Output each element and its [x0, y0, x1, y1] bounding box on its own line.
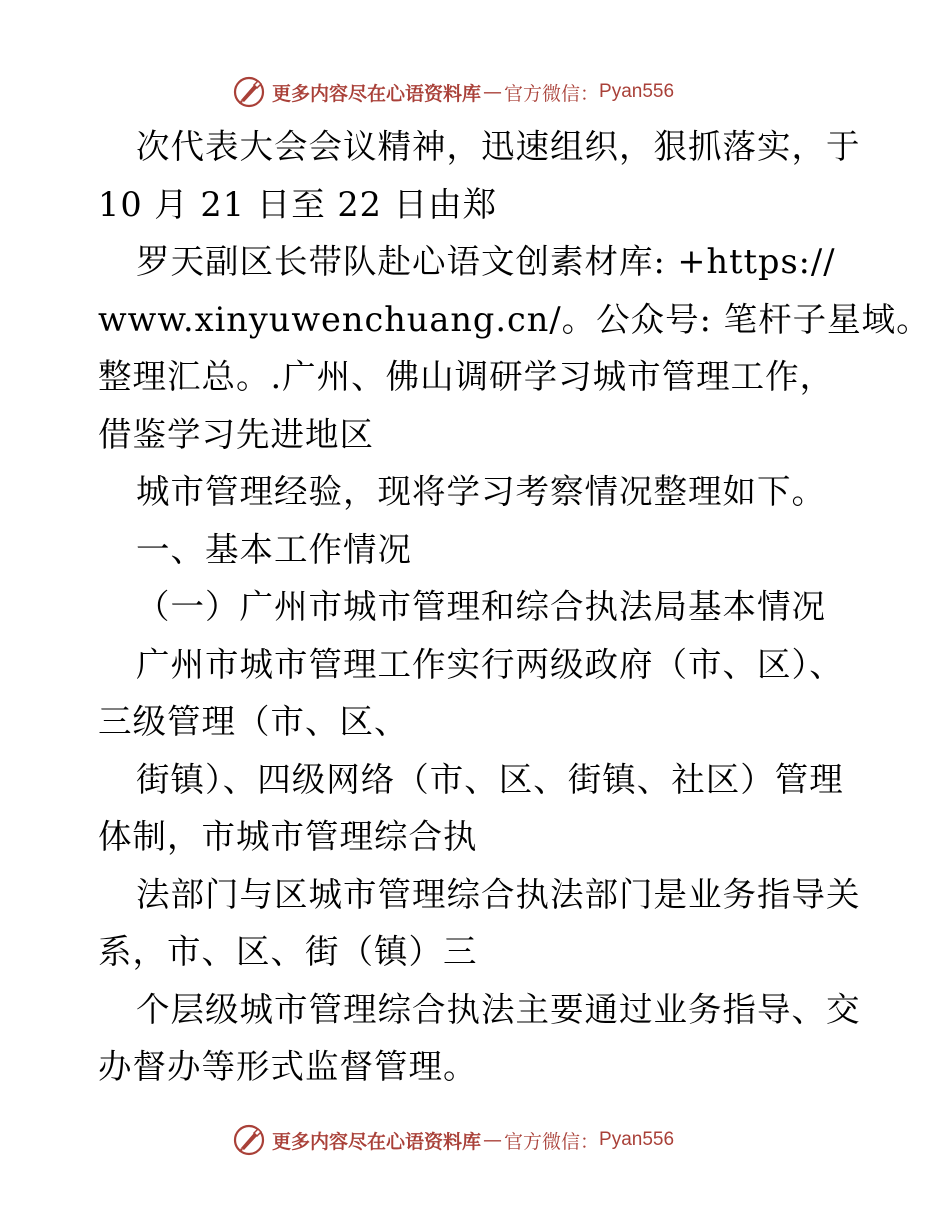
footer-watermark [0, 1120, 950, 1160]
section-heading: 一、基本工作情况 [136, 529, 412, 569]
text-line: 10 月 21 日至 22 日由郑 [98, 184, 498, 224]
watermark-wechat-id: Pyan556 [599, 81, 675, 102]
text-line: 法部门与区城市管理综合执法部门是业务指导关 [136, 874, 861, 914]
header-watermark [0, 72, 950, 112]
watermark-separator: — [483, 1129, 503, 1151]
watermark-brand: 更多内容尽在心语资料库 [272, 1130, 482, 1153]
watermark-wechat-id: Pyan556 [599, 1129, 675, 1150]
text-line: 办督办等形式监督管理。 [98, 1047, 478, 1086]
text-line: 城市管理经验，现将学习考察情况整理如下。 [136, 472, 826, 511]
pen-logo-icon [232, 75, 266, 109]
text-line: 三级管理（市、区、 [98, 702, 409, 741]
text-line: 罗天副区长带队赴心语文创素材库: +https:// [136, 242, 836, 281]
text-line: 体制，市城市管理综合执 [98, 817, 478, 856]
text-line: www.xinyuwenchuang.cn/。公众号: 笔杆子星域。 [98, 299, 931, 339]
text-line: 借鉴学习先进地区 [98, 414, 374, 454]
subsection-heading: （一）广州市城市管理和综合执法局基本情况 [136, 587, 826, 626]
text-line: 系，市、区、街（镇）三 [98, 932, 478, 971]
text-line: 街镇）、四级网络（市、区、街镇、社区）管理 [136, 759, 844, 799]
text-line: 整理汇总。.广州、佛山调研学习城市管理工作， [98, 357, 835, 396]
text-line: 个层级城市管理综合执法主要通过业务指导、交 [136, 989, 861, 1029]
text-line: 广州市城市管理工作实行两级政府（市、区）、 [136, 644, 844, 684]
document-body [98, 118, 931, 1096]
watermark-brand: 更多内容尽在心语资料库 [272, 82, 482, 105]
text-line: 次代表大会会议精神，迅速组织，狠抓落实，于 [136, 127, 861, 166]
watermark-separator: — [483, 81, 503, 103]
pen-logo-icon [232, 1123, 266, 1157]
watermark-wechat-label: 官方微信： [504, 1130, 600, 1153]
watermark-wechat-label: 官方微信： [504, 82, 600, 105]
